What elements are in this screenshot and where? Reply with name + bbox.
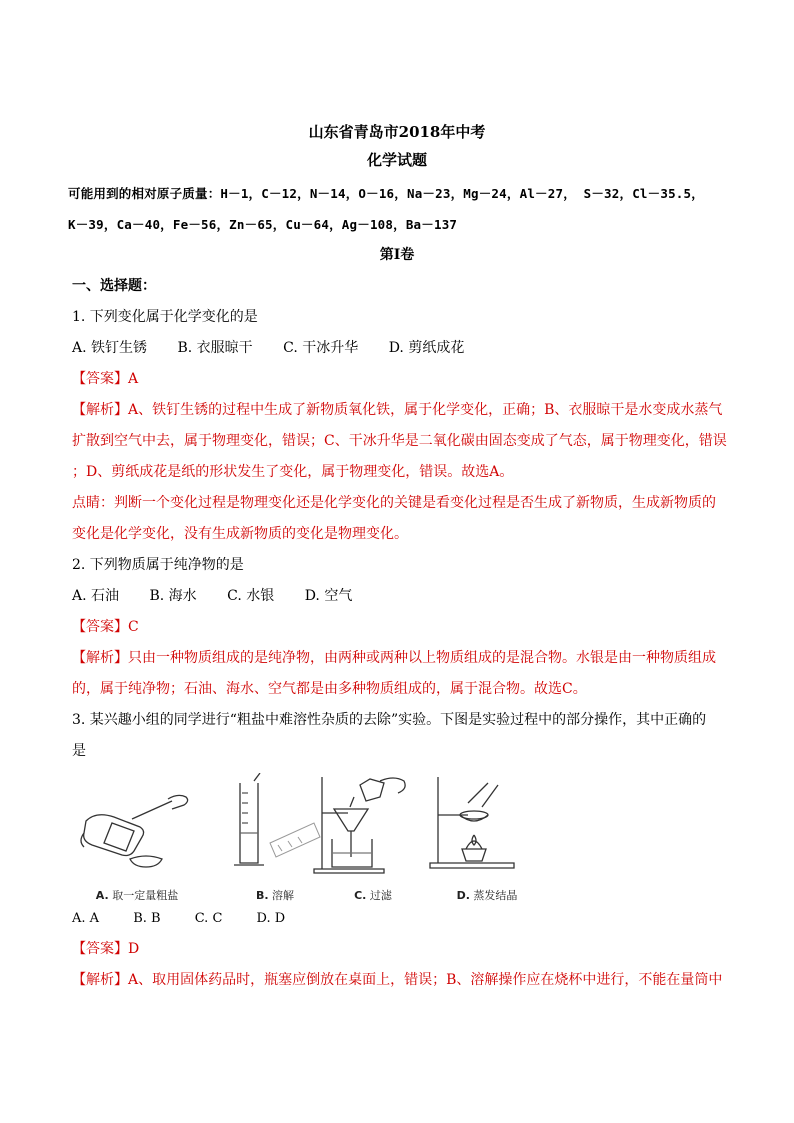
q1-analysis-line-2: 扩散到空气中去，属于物理变化，错误；C、干冰升华是二氧化碳由固态变成了气态，属于物理变化，错误	[72, 433, 727, 449]
analysis-label: 【解析】	[72, 402, 128, 418]
figure-d	[422, 773, 552, 903]
q1-stem: 1. 下列变化属于化学变化的是	[72, 309, 258, 325]
figure-a-illustration	[72, 773, 202, 878]
exam-title: 山东省青岛市2018年中考	[308, 123, 486, 141]
q1-option-b: B. 衣服晾干	[177, 340, 253, 356]
exam-page	[68, 120, 727, 996]
q3-answer-value: D	[128, 941, 140, 957]
figure-c	[308, 773, 438, 903]
q1-analysis-line-1: 【解析】A、铁钉生锈的过程中生成了新物质氧化铁，属于化学变化，正确；B、衣服晾干是水变成水蒸气	[72, 402, 723, 418]
figure-a	[72, 773, 202, 903]
q1-option-c: C. 干冰升华	[283, 340, 359, 356]
q3-option-d: D. D	[256, 911, 286, 926]
figure-d-caption: D. 蒸发结晶	[456, 889, 518, 902]
q3-options	[72, 903, 722, 934]
analysis-label: 【解析】	[72, 650, 128, 666]
q1-tip-line-1: 点睛：判断一个变化过程是物理变化还是化学变化的关键是看变化过程是否生成了新物质，生成新物质的	[72, 495, 716, 511]
analysis-label: 【解析】	[72, 972, 128, 988]
q2-option-c: C. 水银	[227, 588, 275, 604]
q2-analysis-line-2: 的，属于纯净物；石油、海水、空气都是由多种物质组成的，属于混合物。故选C。	[72, 681, 587, 697]
exam-subtitle: 化学试题	[366, 151, 427, 169]
q2-analysis-line-1: 【解析】只由一种物质组成的是纯净物，由两种或两种以上物质组成的是混合物。水银是由一种物质组成	[72, 650, 716, 666]
q3-stem-line-2: 是	[72, 743, 86, 759]
q3-answer	[72, 934, 722, 965]
atomic-mass-line-2: K－39，Ca－40，Fe－56，Zn－65，Cu－64，Ag－108，Ba－137	[68, 217, 458, 232]
q1-analysis-line-3: ；D、剪纸成花是纸的形状发生了变化，属于物理变化，错误。故选A。	[72, 464, 514, 480]
q3-figure	[72, 773, 722, 903]
q1-answer-value: A	[128, 371, 139, 387]
q3-analysis-line-1: 【解析】A、取用固体药品时，瓶塞应倒放在桌面上，错误；B、溶解操作应在烧杯中进行，不能在量筒中	[72, 972, 723, 988]
figure-c-caption: C. 过滤	[354, 889, 392, 902]
q1-tip-line-2: 变化是化学变化，没有生成新物质的变化是物理变化。	[72, 526, 408, 542]
q2-option-d: D. 空气	[304, 588, 353, 604]
figure-c-illustration	[308, 773, 438, 878]
q2-answer	[72, 612, 722, 643]
answer-label: 【答案】	[72, 371, 128, 387]
q1-options	[72, 333, 722, 364]
q2-stem: 2. 下列物质属于纯净物的是	[72, 557, 244, 573]
q1-answer	[72, 364, 722, 395]
volume-heading: 第I卷	[379, 247, 415, 263]
q3-option-b: B. B	[133, 911, 161, 926]
q2-option-b: B. 海水	[149, 588, 197, 604]
q3-option-a: A. A	[72, 911, 100, 926]
q1-option-a: A. 铁钉生锈	[72, 340, 148, 356]
figure-d-illustration	[422, 773, 552, 878]
q2-option-a: A. 石油	[72, 588, 120, 604]
figure-a-caption: A. 取一定量粗盐	[95, 889, 179, 902]
answer-label: 【答案】	[72, 619, 128, 635]
figure-b-caption: B. 溶解	[255, 889, 295, 902]
q3-stem-line-1: 3. 某兴趣小组的同学进行“粗盐中难溶性杂质的去除”实验。下图是实验过程中的部分操作，其中正确的	[72, 712, 707, 728]
answer-label: 【答案】	[72, 941, 128, 957]
q3-option-c: C. C	[194, 911, 223, 926]
q2-options	[72, 581, 722, 612]
section-heading: 一、选择题：	[72, 278, 156, 294]
q2-answer-value: C	[128, 619, 139, 635]
q1-option-d: D. 剪纸成花	[388, 340, 465, 356]
atomic-mass-line-1: 可能用到的相对原子质量：H－1，C－12，N－14，O－16，Na－23，Mg－24，Al－27， S－32，Cl－35.5，	[68, 186, 704, 201]
